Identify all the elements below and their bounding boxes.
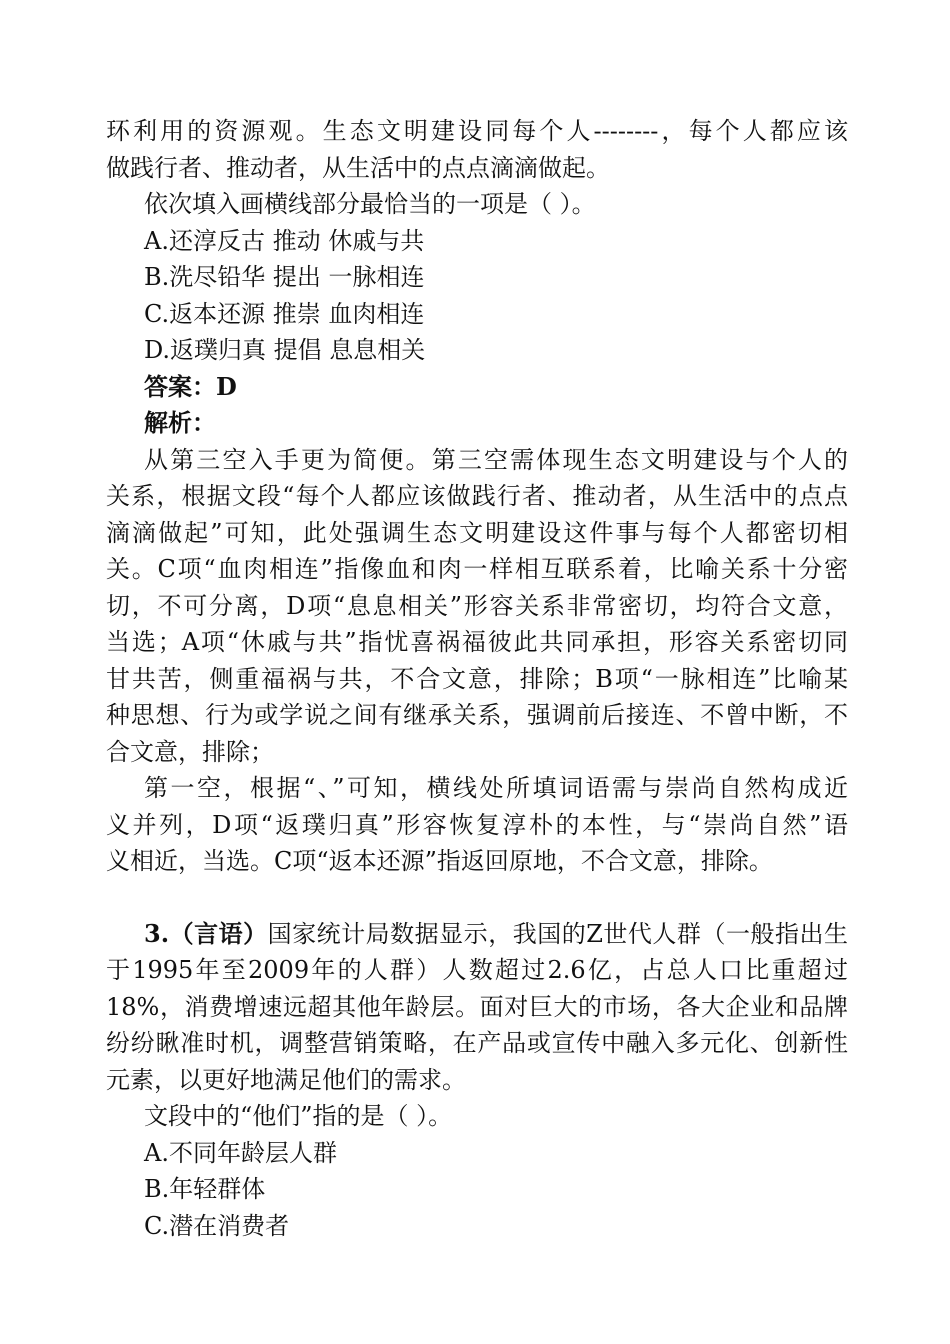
question-prompt: 依次填入画横线部分最恰当的一项是（ ）。 <box>144 190 596 218</box>
question-3-option-c: C.潜在消费者 <box>144 1211 290 1240</box>
analysis-p1-line-9: 合文意，排除； <box>106 737 274 766</box>
document-page <box>106 113 848 1244</box>
analysis-label: 解析： <box>144 408 216 437</box>
question-3-option-b: B.年轻群体 <box>144 1175 266 1203</box>
question-3-stem-line-3: 18%，消费增速远超其他年龄层。面对巨大的市场，各大企业和品牌 <box>106 992 848 1021</box>
answer-label: 答案：D <box>144 371 237 401</box>
analysis-p1-line-2: 关系，根据文段“每个人都应该做践行者、推动者，从生活中的点点 <box>106 482 848 510</box>
question-3-stem-line-2: 于1995年至2009年的人群）人数超过2.6亿，占总人口比重超过 <box>106 956 848 984</box>
question-3-stem-start: 国家统计局数据显示，我国的Z世代人群（一般指出生 <box>267 919 848 948</box>
analysis-p1-line-7: 甘共苦，侧重福祸与共，不合文意，排除；B项“一脉相连”比喻某 <box>106 664 848 693</box>
analysis-p2-line-2: 义并列，D项“返璞归真”形容恢复淳朴的本性，与“崇尚自然”语 <box>106 810 848 839</box>
question-spacer <box>106 880 848 916</box>
question-number: 3.（言语） <box>144 918 268 948</box>
option-c: C.返本还源 推崇 血肉相连 <box>144 299 425 328</box>
option-a: A.还淳反古 推动 休戚与共 <box>144 226 425 255</box>
question-3-stem-line-5: 元素，以更好地满足他们的需求。 <box>106 1065 466 1094</box>
analysis-p1-line-5: 切，不可分离，D项“息息相关”形容关系非常密切，均符合文意， <box>106 591 848 620</box>
analysis-p1-line-4: 关。C项“血肉相连”指像血和肉一样相互联系着，比喻关系十分密 <box>106 555 848 583</box>
passage-line-2: 做践行者、推动者，从生活中的点点滴滴做起。 <box>106 153 610 182</box>
question-3-prompt: 文段中的“他们”指的是（ ）。 <box>144 1102 453 1130</box>
option-d: D.返璞归真 提倡 息息相关 <box>144 336 426 364</box>
analysis-p2-line-1: 第一空，根据“、”可知，横线处所填词语需与崇尚自然构成近 <box>144 774 848 802</box>
question-3-stem-line-1 <box>106 916 848 953</box>
analysis-p1-line-1: 从第三空入手更为简便。第三空需体现生态文明建设与个人的 <box>144 445 848 474</box>
question-3-option-a: A.不同年龄层人群 <box>144 1138 337 1167</box>
option-b: B.洗尽铅华 提出 一脉相连 <box>144 263 425 291</box>
analysis-p1-line-6: 当选；A项“休戚与共”指忧喜祸福彼此共同承担，形容关系密切同 <box>106 628 848 656</box>
question-3-stem-line-4: 纷纷瞅准时机，调整营销策略，在产品或宣传中融入多元化、创新性 <box>106 1029 848 1057</box>
analysis-p1-line-8: 种思想、行为或学说之间有继承关系，强调前后接连、不曾中断，不 <box>106 701 848 729</box>
analysis-p2-line-3: 义相近，当选。C项“返本还源”指返回原地，不合文意，排除。 <box>106 847 773 875</box>
analysis-p1-line-3: 滴滴做起”可知，此处强调生态文明建设这件事与每个人都密切相 <box>106 518 848 547</box>
passage-line-1: 环利用的资源观。生态文明建设同每个人--------，每个人都应该 <box>106 117 848 145</box>
